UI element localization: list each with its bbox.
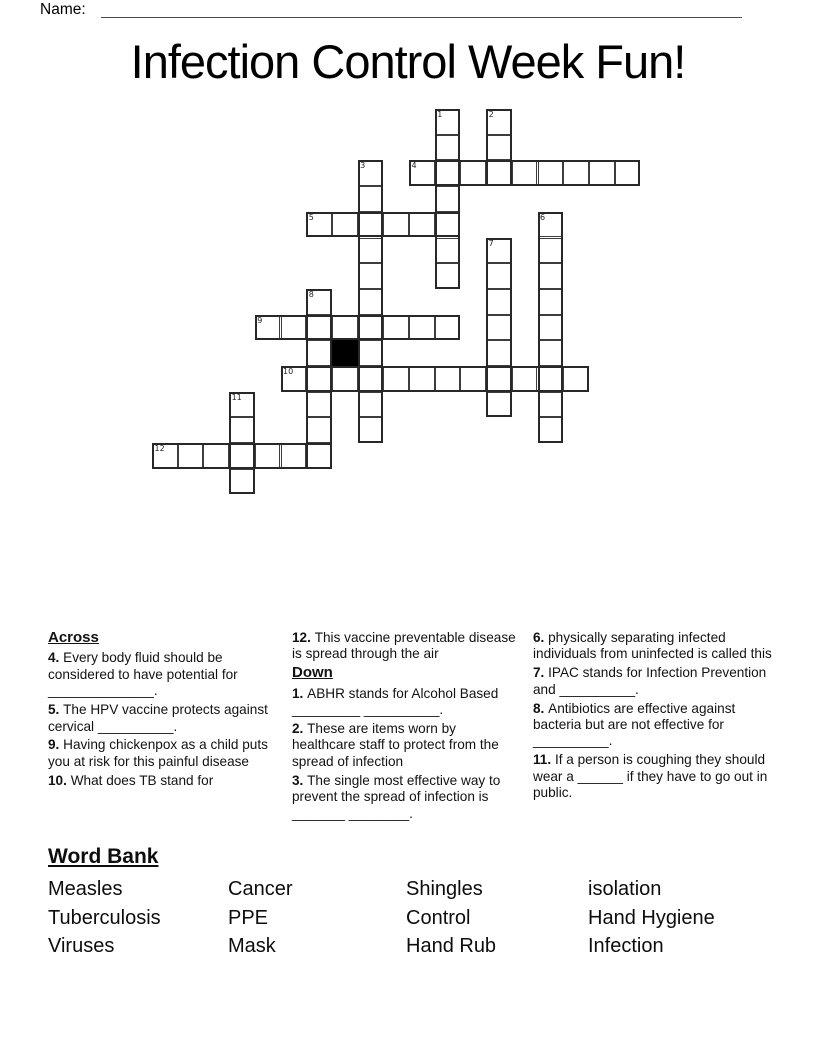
grid-cell[interactable] bbox=[435, 263, 461, 289]
grid-cell[interactable] bbox=[358, 366, 384, 392]
grid-cell[interactable] bbox=[281, 366, 307, 392]
grid-cell[interactable] bbox=[229, 469, 255, 495]
grid-cell[interactable] bbox=[486, 109, 512, 135]
word-bank-word: Hand Rub bbox=[406, 935, 497, 957]
clue-number-label: 2. bbox=[292, 721, 308, 737]
word-bank-column-1 bbox=[48, 875, 161, 961]
word-bank-column-2 bbox=[228, 875, 292, 961]
grid-cell[interactable] bbox=[435, 160, 461, 186]
grid-cell[interactable] bbox=[538, 315, 564, 341]
word-bank-section bbox=[48, 845, 788, 975]
clue-7: 7. IPAC stands for Infection Prevention and __________. bbox=[533, 665, 767, 697]
clue-1: 1. ABHR stands for Alcohol Based _________ __________. bbox=[292, 685, 499, 718]
grid-cell[interactable] bbox=[203, 443, 229, 469]
grid-cell[interactable] bbox=[306, 315, 332, 341]
grid-cell[interactable] bbox=[358, 315, 384, 341]
grid-cell[interactable] bbox=[358, 289, 384, 315]
clue-12: 12. This vaccine preventable disease is spread through the air bbox=[292, 630, 516, 662]
grid-clue-number: 8 bbox=[308, 289, 314, 299]
name-label: Name: bbox=[40, 1, 86, 18]
grid-clue-number: 12 bbox=[154, 444, 165, 454]
clue-list-header-across: Across bbox=[48, 629, 99, 646]
grid-cell[interactable] bbox=[435, 238, 461, 264]
clue-number-label: 8. bbox=[533, 700, 549, 716]
grid-cell[interactable] bbox=[512, 160, 538, 186]
clue-3: 3. The single most effective way to prevent the spread of infection is _______ ________. bbox=[292, 772, 501, 821]
grid-cell[interactable] bbox=[486, 160, 512, 186]
grid-clue-number: 11 bbox=[231, 392, 242, 402]
page-title: Infection Control Week Fun! bbox=[130, 35, 686, 88]
clue-number-label: 4. bbox=[48, 650, 64, 666]
clue-10: 10. What does TB stand for bbox=[48, 772, 214, 788]
grid-cell[interactable] bbox=[615, 160, 641, 186]
word-bank-word: isolation bbox=[588, 878, 662, 900]
name-blank-line[interactable] bbox=[101, 0, 742, 18]
grid-cell[interactable] bbox=[409, 160, 435, 186]
word-bank-word: Infection bbox=[588, 935, 664, 957]
grid-cell[interactable] bbox=[435, 315, 461, 341]
clue-9: 9. Having chickenpox as a child puts you at risk for this painful disease bbox=[48, 737, 268, 769]
grid-cell[interactable] bbox=[229, 417, 255, 443]
grid-cell[interactable] bbox=[306, 340, 332, 366]
grid-cell[interactable] bbox=[435, 135, 461, 161]
word-bank-column-3 bbox=[406, 875, 496, 961]
clue-6: 6. physically separating infected individuals from uninfected is called this bbox=[533, 630, 772, 662]
crossword-grid bbox=[152, 109, 652, 499]
grid-cell[interactable] bbox=[460, 366, 486, 392]
grid-cell[interactable] bbox=[358, 417, 384, 443]
grid-cell[interactable] bbox=[409, 366, 435, 392]
clue-11: 11. If a person is coughing they should wear a ______ if they have to go out in public. bbox=[533, 752, 768, 801]
grid-cell[interactable] bbox=[486, 366, 512, 392]
clue-column-3 bbox=[533, 630, 779, 804]
grid-cell[interactable] bbox=[486, 263, 512, 289]
word-bank-column-4 bbox=[588, 875, 715, 961]
grid-cell[interactable] bbox=[152, 443, 178, 469]
grid-cell[interactable] bbox=[306, 289, 332, 315]
grid-cell[interactable] bbox=[383, 366, 409, 392]
grid-cell[interactable] bbox=[332, 315, 358, 341]
clue-number-label: 1. bbox=[292, 685, 308, 701]
grid-cell[interactable] bbox=[255, 443, 281, 469]
grid-cell[interactable] bbox=[486, 340, 512, 366]
grid-cell[interactable] bbox=[538, 289, 564, 315]
clue-number-label: 9. bbox=[48, 737, 64, 753]
grid-clue-number: 10 bbox=[283, 367, 294, 376]
clue-number-label: 5. bbox=[48, 702, 64, 718]
clue-number-label: 11. bbox=[533, 752, 555, 768]
clue-number-label: 10. bbox=[48, 772, 71, 788]
grid-cell[interactable] bbox=[538, 212, 564, 238]
grid-cell[interactable] bbox=[358, 340, 384, 366]
grid-cell[interactable] bbox=[409, 212, 435, 238]
word-bank-word: Measles bbox=[48, 878, 123, 900]
grid-cell[interactable] bbox=[358, 263, 384, 289]
grid-cell[interactable] bbox=[538, 160, 564, 186]
word-bank-word: Cancer bbox=[228, 878, 293, 900]
grid-cell[interactable] bbox=[281, 443, 307, 469]
grid-cell[interactable] bbox=[486, 315, 512, 341]
clue-4: 4. Every body fluid should be considered to have potential for ______________. bbox=[48, 650, 238, 699]
word-bank-title: Word Bank bbox=[48, 845, 159, 868]
grid-cell[interactable] bbox=[486, 392, 512, 418]
grid-cell[interactable] bbox=[358, 160, 384, 186]
grid-cell[interactable] bbox=[306, 417, 332, 443]
grid-clue-number: 7 bbox=[488, 238, 494, 248]
grid-cell[interactable] bbox=[435, 366, 461, 392]
grid-cell[interactable] bbox=[383, 315, 409, 341]
word-bank-word: Control bbox=[406, 906, 471, 929]
word-bank-word: Mask bbox=[228, 935, 276, 957]
grid-cell[interactable] bbox=[383, 212, 409, 238]
grid-cell[interactable] bbox=[538, 417, 564, 443]
word-bank-word: Hand Hygiene bbox=[588, 906, 715, 929]
clue-number-label: 3. bbox=[292, 772, 308, 788]
grid-cell[interactable] bbox=[332, 212, 358, 238]
clue-2: 2. These are items worn by healthcare staff to protect from the spread of infection bbox=[292, 721, 499, 769]
grid-cell[interactable] bbox=[512, 366, 538, 392]
grid-cell[interactable] bbox=[306, 212, 332, 238]
word-bank-word: Shingles bbox=[406, 878, 483, 900]
grid-cell[interactable] bbox=[281, 315, 307, 341]
grid-cell[interactable] bbox=[358, 186, 384, 212]
grid-cell[interactable] bbox=[358, 238, 384, 264]
grid-cell[interactable] bbox=[435, 212, 461, 238]
grid-cell[interactable] bbox=[255, 315, 281, 341]
clue-column-1 bbox=[48, 630, 272, 792]
grid-cell[interactable] bbox=[538, 340, 564, 366]
grid-cell[interactable] bbox=[409, 315, 435, 341]
black-cell bbox=[332, 340, 358, 366]
grid-cell[interactable] bbox=[229, 443, 255, 469]
grid-cell[interactable] bbox=[435, 186, 461, 212]
clue-number-label: 12. bbox=[292, 630, 315, 645]
grid-cell[interactable] bbox=[460, 160, 486, 186]
grid-cell[interactable] bbox=[229, 392, 255, 418]
grid-cell[interactable] bbox=[538, 263, 564, 289]
grid-cell[interactable] bbox=[358, 392, 384, 418]
grid-cell[interactable] bbox=[563, 160, 589, 186]
clue-column-2 bbox=[292, 630, 520, 824]
grid-cell[interactable] bbox=[486, 238, 512, 264]
grid-clue-number: 3 bbox=[360, 161, 366, 171]
grid-clue-number: 6 bbox=[540, 212, 546, 222]
word-bank-word: Viruses bbox=[48, 935, 115, 957]
grid-cell[interactable] bbox=[306, 392, 332, 418]
grid-cell[interactable] bbox=[538, 238, 564, 264]
grid-cell[interactable] bbox=[306, 366, 332, 392]
grid-cell[interactable] bbox=[538, 392, 564, 418]
grid-clue-number: 9 bbox=[257, 315, 263, 325]
grid-cell[interactable] bbox=[306, 443, 332, 469]
grid-cell[interactable] bbox=[563, 366, 589, 392]
grid-cell[interactable] bbox=[332, 366, 358, 392]
clue-number-label: 6. bbox=[533, 630, 549, 645]
grid-cell[interactable] bbox=[435, 109, 461, 135]
grid-cell[interactable] bbox=[486, 289, 512, 315]
grid-cell[interactable] bbox=[178, 443, 204, 469]
grid-cell[interactable] bbox=[486, 135, 512, 161]
grid-clue-number: 5 bbox=[308, 212, 314, 222]
grid-cell[interactable] bbox=[358, 212, 384, 238]
grid-cell[interactable] bbox=[589, 160, 615, 186]
grid-clue-number: 1 bbox=[437, 110, 443, 119]
clue-list-header-down: Down bbox=[292, 664, 333, 682]
grid-clue-number: 2 bbox=[488, 110, 494, 119]
word-bank-word: Tuberculosis bbox=[48, 906, 161, 929]
clue-8: 8. Antibiotics are effective against bacteria but are not effective for __________. bbox=[533, 700, 736, 749]
word-bank-word: PPE bbox=[228, 906, 269, 929]
clue-5: 5. The HPV vaccine protects against cervical __________. bbox=[48, 702, 268, 734]
clue-number-label: 7. bbox=[533, 665, 549, 681]
grid-cell[interactable] bbox=[538, 366, 564, 392]
grid-clue-number: 4 bbox=[411, 161, 417, 171]
